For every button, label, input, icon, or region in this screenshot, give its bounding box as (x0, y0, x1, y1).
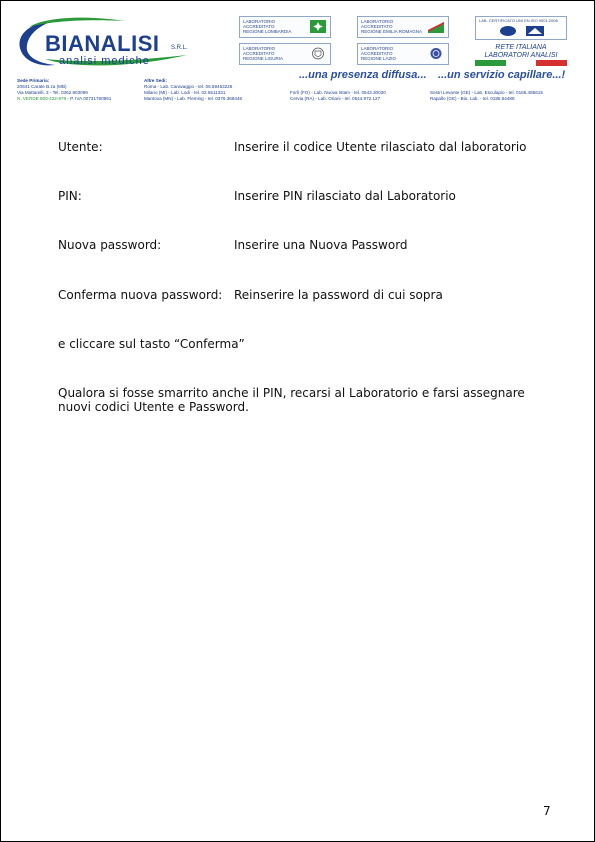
address-line: Sestri Levante (GE) - Lab. Esculapio - tel. 0185.485615 (430, 90, 543, 95)
confirm-instruction: e cliccare sul tasto “Conferma” (58, 337, 245, 351)
field-label: Conferma nuova password: (58, 288, 223, 302)
accreditation-line: ACCREDITATO (361, 51, 393, 56)
tagline-service: ...un servizio capillare...! (438, 69, 566, 81)
address-line: Rapallo (GE) - Bio. Lab. - tel. 0185.54488 (430, 96, 515, 101)
address-line: Via Mattarelli, 3 - Tel. 0362.903099 (17, 90, 88, 95)
flag-white (506, 60, 537, 66)
address-primary (17, 78, 111, 102)
accreditation-line: LABORATORIO (243, 19, 276, 24)
logo-srl: S.R.L. (171, 45, 188, 51)
certification-text: LAB. CERTIFICATO UNI EN ISO 9001:2008 (479, 18, 558, 23)
accreditation-line: REGIONE LIGURIA (243, 56, 284, 61)
flag-red (536, 60, 567, 66)
vat-number: - P. IVA 00731780961 (66, 96, 112, 101)
lazio-crest-icon (428, 47, 444, 60)
address-line: Roma - Lab. Caravaggio - tel. 06.59453226 (144, 84, 233, 89)
lost-pin-note (58, 386, 538, 414)
page-number: 7 (543, 804, 551, 818)
accreditation-line: ACCREDITATO (361, 24, 393, 29)
accreditation-line: ACCREDITATO (243, 51, 275, 56)
field-label: Utente: (58, 140, 103, 154)
logo-subtitle: analisi mediche (59, 55, 150, 67)
accreditation-line: ACCREDITATO (243, 24, 275, 29)
accreditation-emilia-romagna (357, 16, 449, 38)
accreditation-line: REGIONE LOMBARDIA (243, 29, 292, 34)
address-line: Mantova (MN) - Lab. Fleming - tel. 0376.368446 (144, 96, 243, 101)
network-label (475, 44, 567, 60)
address-other-col1 (144, 78, 242, 102)
address-title: Altre Sedi: (144, 78, 167, 83)
field-description: Reinserire la password di cui sopra (234, 288, 443, 302)
field-label: Nuova password: (58, 238, 162, 252)
network-line: RETE ITALIANA (495, 44, 547, 51)
accreditation-line: REGIONE LAZIO (361, 56, 397, 61)
flag-green (475, 60, 506, 66)
address-other-col3 (430, 90, 543, 102)
bianalisi-logo (15, 15, 195, 71)
address-line: Cervia (RA) - Lab. Oriani - tel. 0544.972.127 (290, 96, 381, 101)
address-line: Milano (MI) - Lab. Lodi - tel. 02.5511331 (144, 90, 226, 95)
tagline-presence: ...una presenza diffusa... (299, 69, 427, 81)
accreditation-lombardia (239, 16, 331, 38)
address-line: Forlì (FO) - Lab. Nuova Istam - tel. 0543.30030 (290, 90, 386, 95)
address-line: 20841 Carate B.za (MB) (17, 84, 67, 89)
lombardia-rose-icon (310, 20, 326, 33)
emilia-romagna-icon (428, 20, 444, 33)
accreditation-line: LABORATORIO (361, 19, 394, 24)
accreditation-liguria (239, 43, 331, 65)
accreditation-line: LABORATORIO (361, 46, 394, 51)
network-line: LABORATORI ANALISI (484, 52, 558, 59)
logo-name: BIANALISI (45, 31, 160, 56)
liguria-crest-icon (310, 47, 326, 60)
note-line: nuovi codici Utente e Password. (58, 400, 249, 414)
field-description: Inserire il codice Utente rilasciato dal laboratorio (234, 140, 527, 154)
green-number: N. VERDE 800-422-978 (17, 96, 67, 101)
letterhead (1, 1, 594, 111)
italian-flag-bar (475, 60, 567, 66)
accreditation-line: REGIONE EMILIA ROMAGNA (361, 29, 423, 34)
field-label: PIN: (58, 189, 82, 203)
address-line (17, 96, 111, 102)
accreditation-line: LABORATORIO (243, 46, 276, 51)
address-title: Sede Primaria: (17, 78, 50, 83)
field-description: Inserire una Nuova Password (234, 238, 408, 252)
note-line: Qualora si fosse smarrito anche il PIN, recarsi al Laboratorio e farsi assegnare (58, 386, 525, 400)
certification-box (475, 16, 567, 40)
certification-marks-icon (498, 25, 546, 37)
field-description: Inserire PIN rilasciato dal Laboratorio (234, 189, 456, 203)
accreditation-lazio (357, 43, 449, 65)
address-other-col2 (290, 90, 386, 102)
